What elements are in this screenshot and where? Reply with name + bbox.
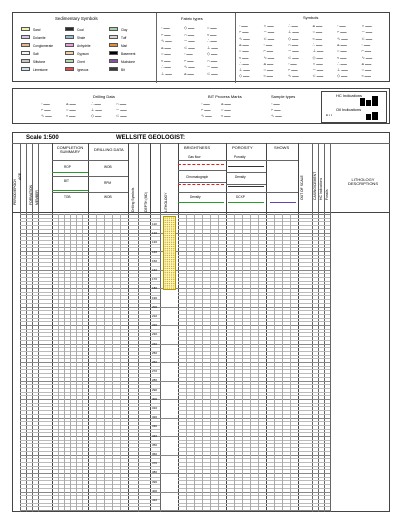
legend-glyph: ⴰ ▬▬ <box>263 60 274 66</box>
sub-wob2: WOB <box>104 195 112 199</box>
hc-sub: Oil Indications <box>336 107 362 112</box>
legend-label: Sand <box>33 27 41 32</box>
sub-chrom: Chromatograph <box>186 175 209 179</box>
legend-swatch-salt <box>21 51 30 55</box>
depth-tick-label: 310 <box>152 406 158 410</box>
col-depth: DEPTH (MD) <box>144 192 148 212</box>
legend-glyph: ○ ▬▬ <box>207 25 217 30</box>
sub-rop: ROP <box>64 165 71 169</box>
legend-glyph: ◦ ▬▬ <box>288 60 297 66</box>
col-formation: FORMATION <box>29 184 33 205</box>
legend-glyph: ⴰ ▬▬ <box>337 41 347 47</box>
legend-glyph: ≈ ▬▬ <box>207 31 217 37</box>
col-lithology: LITHOLOGY <box>164 192 168 212</box>
depth-tick-label: 300 <box>152 396 158 401</box>
drilling-data-header: DRILLING DATA <box>94 147 124 152</box>
col-age: AGE <box>18 172 22 180</box>
legend-glyph: ⊂ ▬▬ <box>288 54 299 60</box>
depth-tick-label: 280 <box>152 378 158 383</box>
col-drill-symbols: Drilling Symbols <box>131 187 135 212</box>
col-fossils: Fossils <box>325 189 329 200</box>
legend-glyph: ⊂ ▬▬ <box>184 44 195 50</box>
legend-glyph: ∴ ▬▬ <box>312 41 323 47</box>
legend-glyph: ○ ▬▬ <box>263 67 274 73</box>
legend-glyph: ⊥ ▬▬ <box>161 70 172 76</box>
depth-tick-label: 230 <box>152 332 158 337</box>
legend-glyph: ⴰ ▬▬ <box>239 41 249 47</box>
depth-tick-label: 360 <box>152 452 158 456</box>
depth-tick-label: 390 <box>152 479 158 484</box>
legend-panel <box>12 12 390 82</box>
legend-glyph: ⊂ ▬▬ <box>116 113 127 118</box>
legend-glyph: ⊥ ▬▬ <box>239 67 250 73</box>
legend-swatch-clay <box>109 27 118 31</box>
legend-glyph: ⌐ ▬▬ <box>361 48 372 54</box>
legend-glyph: ◦ ▬▬ <box>201 101 210 106</box>
legend-glyph: ∿ ▬▬ <box>271 113 282 118</box>
legend-glyph: ≈ ▬▬ <box>66 113 76 118</box>
gas-header: BRIGHTNESS <box>184 145 211 150</box>
sub-dcxp: DCXP <box>236 195 245 199</box>
legend-glyph: ⊂ ▬▬ <box>361 35 373 41</box>
col-rig-ops: CASING/CEMENT <box>313 171 317 200</box>
legend-glyph: ∿ ▬▬ <box>361 54 373 60</box>
legend-band-2 <box>12 88 390 124</box>
legend-glyph: ◦ ▬▬ <box>263 41 273 47</box>
legend-label: Igneous <box>77 67 89 72</box>
legend-label: Clay <box>121 27 128 32</box>
legend-label: Chert <box>77 59 85 64</box>
depth-tick-label: 160 <box>152 268 158 272</box>
legend-glyph: ⊥ ▬▬ <box>91 107 102 112</box>
depth-tick-label: 380 <box>152 470 158 475</box>
legend-swatch-chert <box>65 59 74 63</box>
legend-glyph: ◦ ▬▬ <box>184 51 193 56</box>
legend-glyph: ⊥ ▬▬ <box>337 67 348 73</box>
legend-glyph: ≈ ▬▬ <box>239 54 249 60</box>
depth-tick-label: 200 <box>152 304 158 309</box>
legend-glyph: ≈ ▬▬ <box>337 54 347 60</box>
legend-glyph: ∴ ▬▬ <box>207 38 217 43</box>
legend-label: Basement <box>121 51 136 56</box>
sub-wob: WOB <box>104 165 112 169</box>
legend-glyph: ○ ▬▬ <box>361 67 372 73</box>
legend-glyph: ◇ ▬▬ <box>337 73 348 79</box>
depth-tick-label: 350 <box>152 442 158 447</box>
legend-swatch-basement <box>109 51 118 55</box>
drilling-legend <box>41 101 141 121</box>
legend-swatch-anhydrite <box>65 43 74 47</box>
hc-title: HC Indications <box>336 93 363 98</box>
legend-glyph: ○ ▬▬ <box>239 48 249 54</box>
porosity-header: POROSITY <box>232 145 253 150</box>
col-period: PERIOD/EPOCH <box>13 179 17 205</box>
legend-glyph: ⊂ ▬▬ <box>312 73 324 79</box>
legend-glyph: ∩ ▬▬ <box>184 31 195 37</box>
legend-swatch-dolomite <box>21 35 30 39</box>
depth-tick-label: 150 <box>152 258 158 263</box>
legend-glyph: ⌐ ▬▬ <box>263 48 274 54</box>
depth-tick-label: 190 <box>152 295 158 300</box>
legend-label: Shale <box>77 35 86 40</box>
legend-swatch-marl <box>109 43 118 47</box>
legend-glyph: ≈ ▬▬ <box>221 113 231 118</box>
legend-swatch-igneous <box>65 67 74 71</box>
legend-glyph: ◦ ▬▬ <box>337 23 346 28</box>
symbols-legend <box>239 23 387 81</box>
legend-glyph: ∴ ▬▬ <box>288 23 298 28</box>
legend-label: Coal <box>77 27 84 32</box>
depth-tick-label: 320 <box>152 415 158 420</box>
legend-glyph: ∩ ▬▬ <box>288 41 299 47</box>
legend-glyph: ⌐ ▬▬ <box>41 107 51 112</box>
depth-tick-label: 370 <box>152 461 158 466</box>
sub-por-density: Density <box>235 175 246 179</box>
legend-glyph: ⴰ ▬▬ <box>184 70 194 76</box>
legend-swatch-conglomerate <box>21 43 30 47</box>
legend-glyph: ⴰ ▬▬ <box>361 60 372 66</box>
depth-tick-label: 140 <box>152 249 158 254</box>
sample-title: Sample types <box>271 94 296 99</box>
legend-swatch-siltstone <box>21 59 30 63</box>
legend-glyph: ∩ ▬▬ <box>312 60 323 66</box>
depth-tick-label: 170 <box>152 277 158 282</box>
legend-glyph: ∼ ▬▬ <box>184 38 195 43</box>
legend-swatch-bit <box>109 67 118 71</box>
depth-tick-label: 410 <box>152 498 158 502</box>
legend-glyph: ⌐ ▬▬ <box>239 29 249 35</box>
sub-tob: TOB <box>64 195 71 199</box>
legend-glyph: ⊂ ▬▬ <box>207 70 218 76</box>
legend-glyph: ⌐ ▬▬ <box>288 67 298 73</box>
legend-glyph: ≈ ▬▬ <box>161 57 171 63</box>
legend-glyph: ∼ ▬▬ <box>116 107 127 112</box>
legend-glyph: ∩ ▬▬ <box>116 101 127 106</box>
legend-swatch-sand <box>21 27 30 31</box>
legend-label: Anhydrite <box>77 43 91 48</box>
depth-tick-label: 270 <box>152 369 158 374</box>
legend-glyph: ∩ ▬▬ <box>263 23 274 28</box>
symbols-title: Symbols <box>303 15 319 20</box>
hc-box: HC Indications Oil Indications ● ▪ ▪ <box>321 91 387 123</box>
legend-glyph: ∼ ▬▬ <box>207 64 218 69</box>
depth-tick-label: 340 <box>152 433 158 438</box>
col-out-of-scale: OUT OF SCALE <box>300 175 304 200</box>
legend-label: Limestone <box>33 67 48 72</box>
legend-label: Conglomerate <box>33 43 54 48</box>
sample-legend <box>271 101 301 119</box>
sub-rpm: RPM <box>104 181 112 185</box>
legend-label: Siltstone <box>33 59 46 64</box>
legend-glyph: ◇ ▬▬ <box>91 113 102 118</box>
legend-label: Bit <box>121 67 125 72</box>
legend-swatch-mudstone <box>109 59 118 63</box>
legend-glyph: ◦ ▬▬ <box>361 41 371 47</box>
legend-glyph: ◇ ▬▬ <box>239 73 250 79</box>
legend-glyph: ∼ ▬▬ <box>288 48 299 54</box>
legend-glyph: ∩ ▬▬ <box>361 23 372 28</box>
legend-swatch-gypsum <box>65 51 74 55</box>
legend-glyph: ⊥ ▬▬ <box>207 44 218 50</box>
sedimentary-title: Sedimentary Symbols <box>55 16 98 21</box>
legend-glyph: ⊥ ▬▬ <box>288 29 299 35</box>
depth-tick-label: 400 <box>152 488 158 493</box>
legend-glyph: ⊂ ▬▬ <box>263 35 275 41</box>
legend-glyph: ◦ ▬▬ <box>41 101 50 106</box>
legend-glyph: ⴰ ▬▬ <box>312 23 323 28</box>
depth-tick-label: 120 <box>152 231 158 236</box>
depth-tick-label: 180 <box>152 286 158 291</box>
depth-tick-label: 210 <box>152 314 158 318</box>
sub-gasflow: Gas flow <box>188 155 201 159</box>
legend-glyph: ○ ▬▬ <box>221 107 231 112</box>
legend-glyph: ≈ ▬▬ <box>361 73 371 79</box>
scale-label: Scale 1:500 <box>26 135 59 141</box>
completion-header: COMPLETION SUMMARY <box>56 145 84 154</box>
legend-glyph: ∩ ▬▬ <box>207 57 218 63</box>
legend-label: Mudstone <box>121 59 135 64</box>
legend-label: Gypsum <box>77 51 89 56</box>
legend-glyph: ◇ ▬▬ <box>184 25 195 30</box>
legend-glyph: ≈ ▬▬ <box>312 35 322 41</box>
legend-glyph: ≈ ▬▬ <box>263 73 273 79</box>
depth-tick-label: 130 <box>152 240 158 245</box>
legend-glyph: ∼ ▬▬ <box>263 29 275 35</box>
legend-glyph: ∼ ▬▬ <box>361 29 373 35</box>
legend-glyph: ◦ ▬▬ <box>239 23 248 28</box>
legend-swatch-coal <box>65 27 74 31</box>
legend-glyph: ⊥ ▬▬ <box>312 48 324 54</box>
fabric-title: Fabric types <box>181 16 203 21</box>
col-hc: HC Indications <box>319 177 323 200</box>
depth-tick-label: 250 <box>152 350 158 355</box>
depth-tick-label: 290 <box>152 387 158 392</box>
legend-glyph: ○ ▬▬ <box>161 51 171 56</box>
sub-density: Density <box>190 195 201 199</box>
legend-glyph: ⌐ ▬▬ <box>271 107 281 112</box>
legend-glyph: ∿ ▬▬ <box>41 113 52 118</box>
shows-header: SHOWS <box>274 145 290 150</box>
legend-glyph: ⌐ ▬▬ <box>201 107 211 112</box>
legend-glyph: ∿ ▬▬ <box>239 35 250 41</box>
sand-interval <box>163 216 176 290</box>
legend-glyph: ∿ ▬▬ <box>161 38 172 43</box>
legend-glyph: ⌐ ▬▬ <box>337 29 347 35</box>
legend-glyph: ○ ▬▬ <box>312 29 323 35</box>
legend-swatch-limestone <box>21 67 30 71</box>
legend-glyph: ⌐ ▬▬ <box>161 31 171 37</box>
wellsite-geologist-label: WELLSITE GEOLOGIST: <box>116 135 185 141</box>
legend-glyph: ∴ ▬▬ <box>91 101 101 106</box>
legend-glyph: ○ ▬▬ <box>66 107 76 112</box>
legend-glyph: ∿ ▬▬ <box>288 73 299 79</box>
legend-glyph: ∼ ▬▬ <box>312 67 324 73</box>
drilling-title: Drilling Data <box>93 94 115 99</box>
legend-label: Marl <box>121 43 128 48</box>
fabric-legend <box>161 25 231 79</box>
col-member: MEMBER <box>35 190 39 205</box>
legend-label: Dolomite <box>33 35 46 40</box>
sedimentary-legend <box>21 27 151 77</box>
depth-tick-label: 110 <box>152 222 157 226</box>
legend-glyph: ◇ ▬▬ <box>312 54 323 60</box>
legend-glyph: ∿ ▬▬ <box>337 35 348 41</box>
legend-glyph: ∿ ▬▬ <box>201 113 212 118</box>
legend-glyph: ∴ ▬▬ <box>239 60 249 66</box>
legend-glyph: ◦ ▬▬ <box>271 101 280 106</box>
depth-tick-label: 220 <box>152 323 158 328</box>
legend-glyph: ○ ▬▬ <box>337 48 347 54</box>
legend-glyph: ⴰ ▬▬ <box>221 101 231 106</box>
lith-desc-header: LITHOLOGY DESCRIPTIONS <box>347 177 378 186</box>
sub-porosity: Porosity <box>234 155 246 159</box>
legend-swatch-tuff <box>109 35 118 39</box>
legend-glyph: ◦ ▬▬ <box>161 25 170 30</box>
depth-tick-label: 330 <box>152 424 158 429</box>
sub-bit: BIT <box>64 179 69 183</box>
legend-glyph: ⴰ ▬▬ <box>161 44 171 50</box>
legend-glyph: ◇ ▬▬ <box>288 35 299 41</box>
legend-swatch-shale <box>65 35 74 39</box>
depth-tick-label: 240 <box>152 341 158 346</box>
legend-glyph: ∿ ▬▬ <box>263 54 275 60</box>
bit-title: BIT Process Marks <box>208 94 242 99</box>
bit-legend <box>201 101 241 119</box>
legend-label: Tuff <box>121 35 127 40</box>
legend-glyph: ◇ ▬▬ <box>207 51 218 56</box>
legend-glyph: ∴ ▬▬ <box>337 60 347 66</box>
legend-glyph: ∿ ▬▬ <box>184 64 195 69</box>
legend-glyph: ⌐ ▬▬ <box>184 57 194 63</box>
depth-tick-label: 260 <box>152 360 158 364</box>
legend-label: Salt <box>33 51 39 56</box>
legend-glyph: ⴰ ▬▬ <box>66 101 76 106</box>
legend-glyph: ∴ ▬▬ <box>161 64 171 69</box>
